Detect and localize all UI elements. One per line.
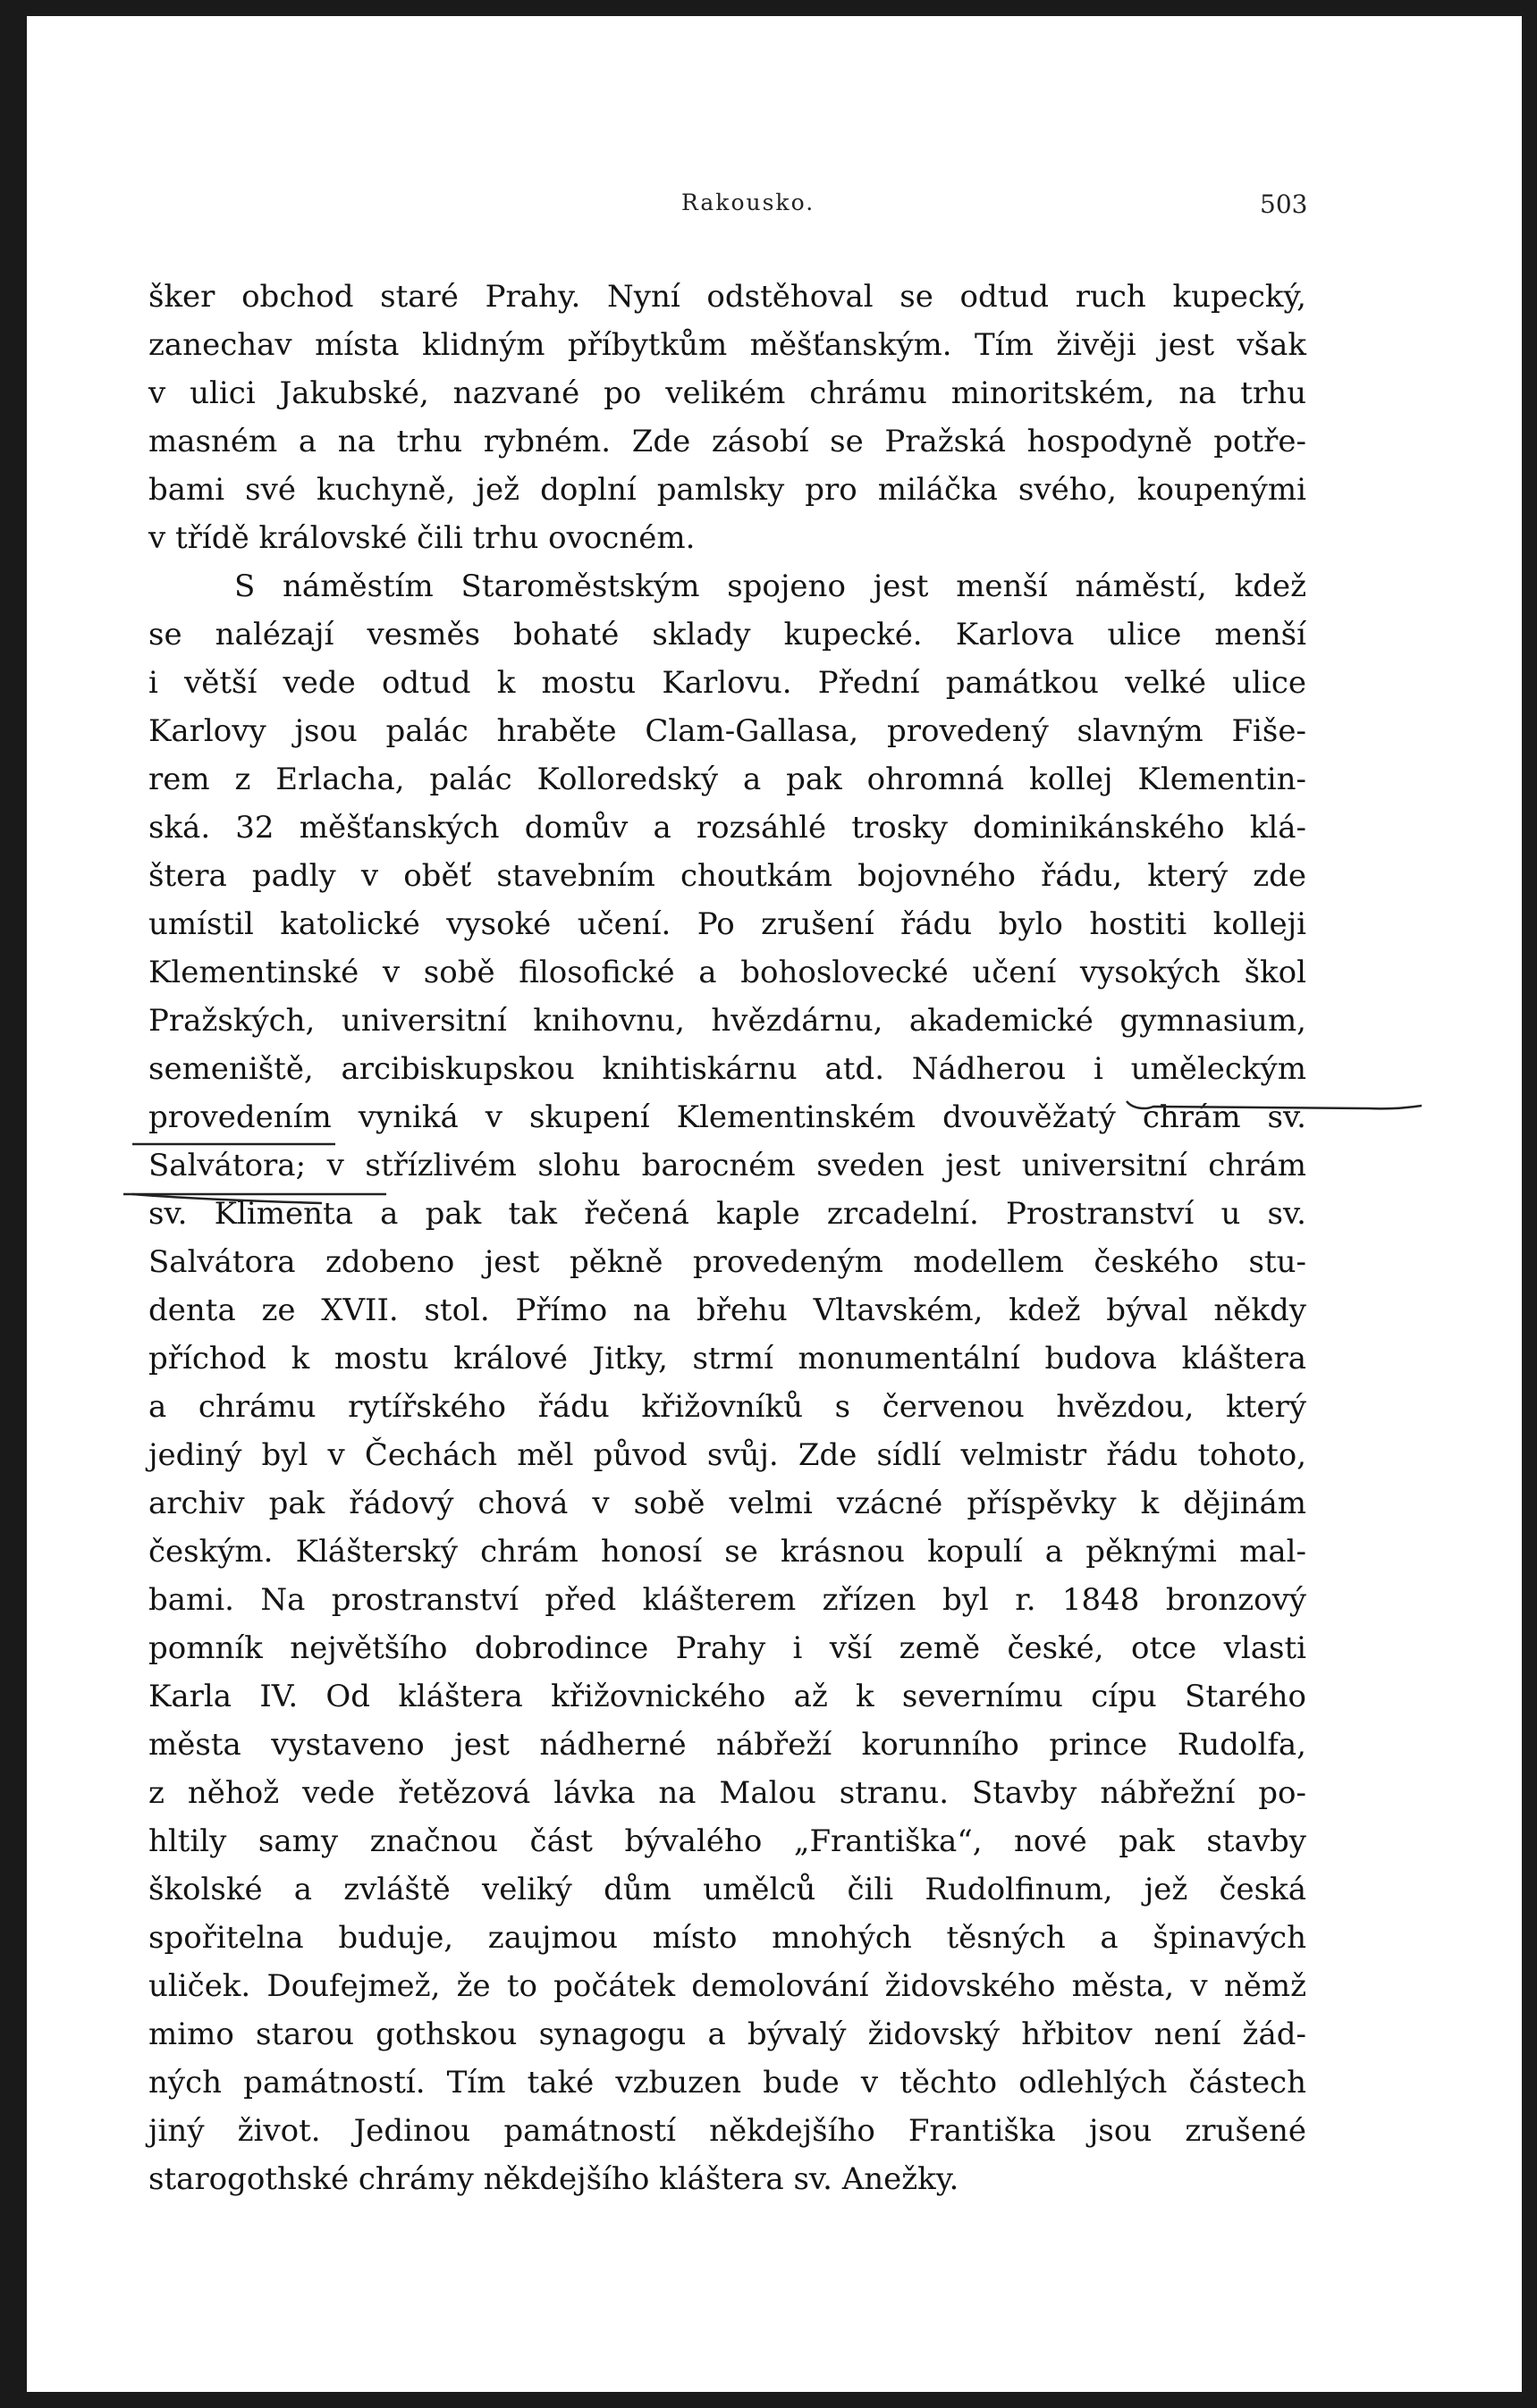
text-line: bami. Na prostranství před klášterem zřízen byl r. 1848 bronzový xyxy=(148,1582,1306,1618)
text-line: Salvátora zdobeno jest pěkně provedeným modellem českého stu- xyxy=(148,1244,1306,1280)
page-number: 503 xyxy=(1260,189,1308,219)
text-line: jediný byl v Čechách měl původ svůj. Zde sídlí velmistr řádu tohoto, xyxy=(148,1437,1306,1473)
text-line: denta ze XVII. stol. Přímo na břehu Vltavském, kdež býval někdy xyxy=(148,1292,1306,1328)
text-line: uliček. Doufejmež, že to počátek demolování židovského města, v němž xyxy=(148,1968,1306,2004)
text-line: v třídě královské čili trhu ovocném. xyxy=(148,520,696,556)
pencil-annotation-marks xyxy=(27,16,1522,2392)
text-line: i větší vede odtud k mostu Karlovu. Přední památkou velké ulice xyxy=(148,665,1306,701)
text-line: bami své kuchyně, jež doplní pamlsky pro miláčka svého, koupenými xyxy=(148,472,1306,508)
text-line: semeniště, arcibiskupskou knihtiskárnu atd. Nádherou i uměleckým xyxy=(148,1051,1306,1087)
text-line: v ulici Jakubské, nazvané po velikém chrámu minoritském, na trhu xyxy=(148,375,1306,411)
text-line: Pražských, universitní knihovnu, hvězdárnu, akademické gymnasium, xyxy=(148,1003,1306,1039)
text-line: zanechav místa klidným příbytkům měšťanským. Tím živěji jest však xyxy=(148,327,1306,363)
text-line: umístil katolické vysoké učení. Po zrušení řádu bylo hostiti kolleji xyxy=(148,906,1306,942)
text-line: školské a zvláště veliký dům umělců čili Rudolfinum, jež česká xyxy=(148,1872,1306,1907)
text-line: sv. Klimenta a pak tak řečená kaple zrcadelní. Prostranství u sv. xyxy=(148,1196,1306,1232)
text-line: hltily samy značnou část bývalého „Františka“, nové pak stavby xyxy=(148,1823,1306,1859)
running-title: Rakousko. xyxy=(681,189,815,215)
text-line: starogothské chrámy někdejšího kláštera sv. Anežky. xyxy=(148,2161,959,2197)
text-line: českým. Klášterský chrám honosí se krásnou kopulí a pěknými mal- xyxy=(148,1534,1306,1570)
text-line: spořitelna buduje, zaujmou místo mnohých těsných a špinavých xyxy=(148,1920,1306,1956)
underline-mark xyxy=(132,1194,322,1203)
text-line: města vystaveno jest nádherné nábřeží korunního prince Rudolfa, xyxy=(148,1727,1306,1763)
text-line: Karla IV. Od kláštera křižovnického až k severnímu cípu Starého xyxy=(148,1679,1306,1714)
text-line: pomník největšího dobrodince Prahy i vší země české, otce vlasti xyxy=(148,1630,1306,1666)
book-page xyxy=(27,16,1522,2392)
text-line: příchod k mostu králové Jitky, strmí monumentální budova kláštera xyxy=(148,1341,1306,1377)
text-line: ných památností. Tím také vzbuzen bude v těchto odlehlých částech xyxy=(148,2065,1306,2101)
underline-mark xyxy=(1127,1101,1422,1108)
text-line: Klementinské v sobě filosofické a bohoslovecké učení vysokých škol xyxy=(148,955,1306,990)
text-line: z něhož vede řetězová lávka na Malou stranu. Stavby nábřežní po- xyxy=(148,1775,1306,1811)
text-line: masném a na trhu rybném. Zde zásobí se Pražská hospodyně potře- xyxy=(148,424,1306,459)
text-line: se nalézají vesměs bohaté sklady kupecké. Karlova ulice menší xyxy=(148,617,1306,653)
text-line: šker obchod staré Prahy. Nyní odstěhoval se odtud ruch kupecký, xyxy=(148,279,1306,315)
text-line: mimo starou gothskou synagogu a bývalý židovský hřbitov není žád- xyxy=(148,2016,1306,2052)
text-line: Salvátora; v střízlivém slohu barocném sveden jest universitní chrám xyxy=(148,1148,1306,1183)
text-line: štera padly v oběť stavebním choutkám bojovného řádu, který zde xyxy=(148,858,1306,894)
text-line: provedením vyniká v skupení Klementinském dvouvěžatý chrám sv. xyxy=(148,1099,1306,1135)
text-line: Karlovy jsou palác hraběte Clam-Gallasa, provedený slavným Fiše- xyxy=(148,713,1306,749)
text-line: jiný život. Jedinou památností někdejšího Františka jsou zrušené xyxy=(148,2113,1306,2149)
text-line: rem z Erlacha, palác Kolloredský a pak ohromná kollej Klementin- xyxy=(148,762,1306,797)
text-line: S náměstím Staroměstským spojeno jest menší náměstí, kdež xyxy=(234,568,1306,604)
text-line: ská. 32 měšťanských domův a rozsáhlé trosky dominikánského klá- xyxy=(148,810,1306,846)
text-line: a chrámu rytířského řádu křižovníků s červenou hvězdou, který xyxy=(148,1389,1306,1425)
text-line: archiv pak řádový chová v sobě velmi vzácné příspěvky k dějinám xyxy=(148,1486,1306,1521)
